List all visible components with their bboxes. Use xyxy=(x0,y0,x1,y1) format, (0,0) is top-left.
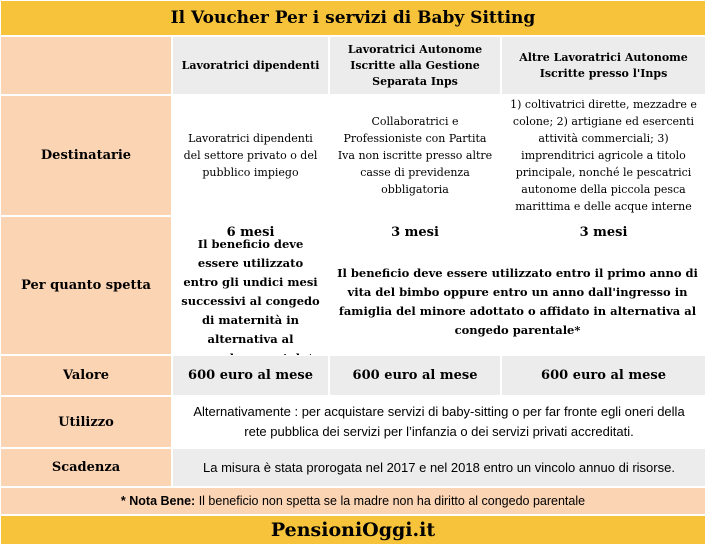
destinatarie-gestione-separata: Collaboratrici e Professioniste con Partita Iva non iscritte presso altre casse di previdenza obbligatoria xyxy=(329,95,501,216)
months-altre-autonome: 3 mesi xyxy=(501,216,706,248)
row-label-utilizzo: Utilizzo xyxy=(0,396,172,448)
months-dipendenti: 6 mesi xyxy=(172,216,329,248)
header-empty-cell xyxy=(0,36,172,95)
table-title: Il Voucher Per i servizi di Baby Sitting xyxy=(0,0,706,36)
valore-dipendenti: 600 euro al mese xyxy=(172,355,329,396)
valore-altre-autonome: 600 euro al mese xyxy=(501,355,706,396)
usage-note-autonome: Il beneficio deve essere utilizzato entro il primo anno di vita del bimbo oppure entro un anno dall'ingresso in famiglia del minore adottato o affidato in alternativa al congedo parentale* xyxy=(329,248,706,355)
destinatarie-altre-autonome: 1) coltivatrici dirette, mezzadre e colone; 2) artigiane ed esercenti attività commerciali; 3) imprenditrici agricole a titolo principale, nonché le pescatrici autonome della piccola pesca marittima e delle acque interne xyxy=(501,95,706,216)
footer-brand: PensioniOggi.it xyxy=(0,515,706,545)
row-label-scadenza: Scadenza xyxy=(0,448,172,487)
col-header-dipendenti: Lavoratrici dipendenti xyxy=(172,36,329,95)
row-label-valore: Valore xyxy=(0,355,172,396)
col-header-gestione-separata: Lavoratrici Autonome Iscritte alla Gestione Separata Inps xyxy=(329,36,501,95)
valore-gestione-separata: 600 euro al mese xyxy=(329,355,501,396)
nota-bene xyxy=(0,487,706,515)
utilizzo-text: Alternativamente : per acquistare servizi di baby-sitting o per far fronte egli oneri della rete pubblica dei servizi per l’infanzia o dei servizi privati accreditati. xyxy=(172,396,706,448)
row-label-destinatarie: Destinatarie xyxy=(0,95,172,216)
months-gestione-separata: 3 mesi xyxy=(329,216,501,248)
scadenza-text: La misura è stata prorogata nel 2017 e nel 2018 entro un vincolo annuo di risorse. xyxy=(172,448,706,487)
usage-note-dipendenti: Il beneficio deve essere utilizzato entro gli undici mesi successivi al congedo di maternità in alternativa al xyxy=(172,248,329,355)
nota-bene-prefix: * Nota Bene: xyxy=(120,494,196,508)
col-header-altre-autonome: Altre Lavoratrici Autonome Iscritte presso l'Inps xyxy=(501,36,706,95)
destinatarie-dipendenti: Lavoratrici dipendenti del settore privato o del pubblico impiego xyxy=(172,95,329,216)
row-label-per-quanto-spetta: Per quanto spetta xyxy=(0,216,172,355)
nota-bene-text: Il beneficio non spetta se la madre non ha diritto al congedo parentale xyxy=(195,494,586,508)
